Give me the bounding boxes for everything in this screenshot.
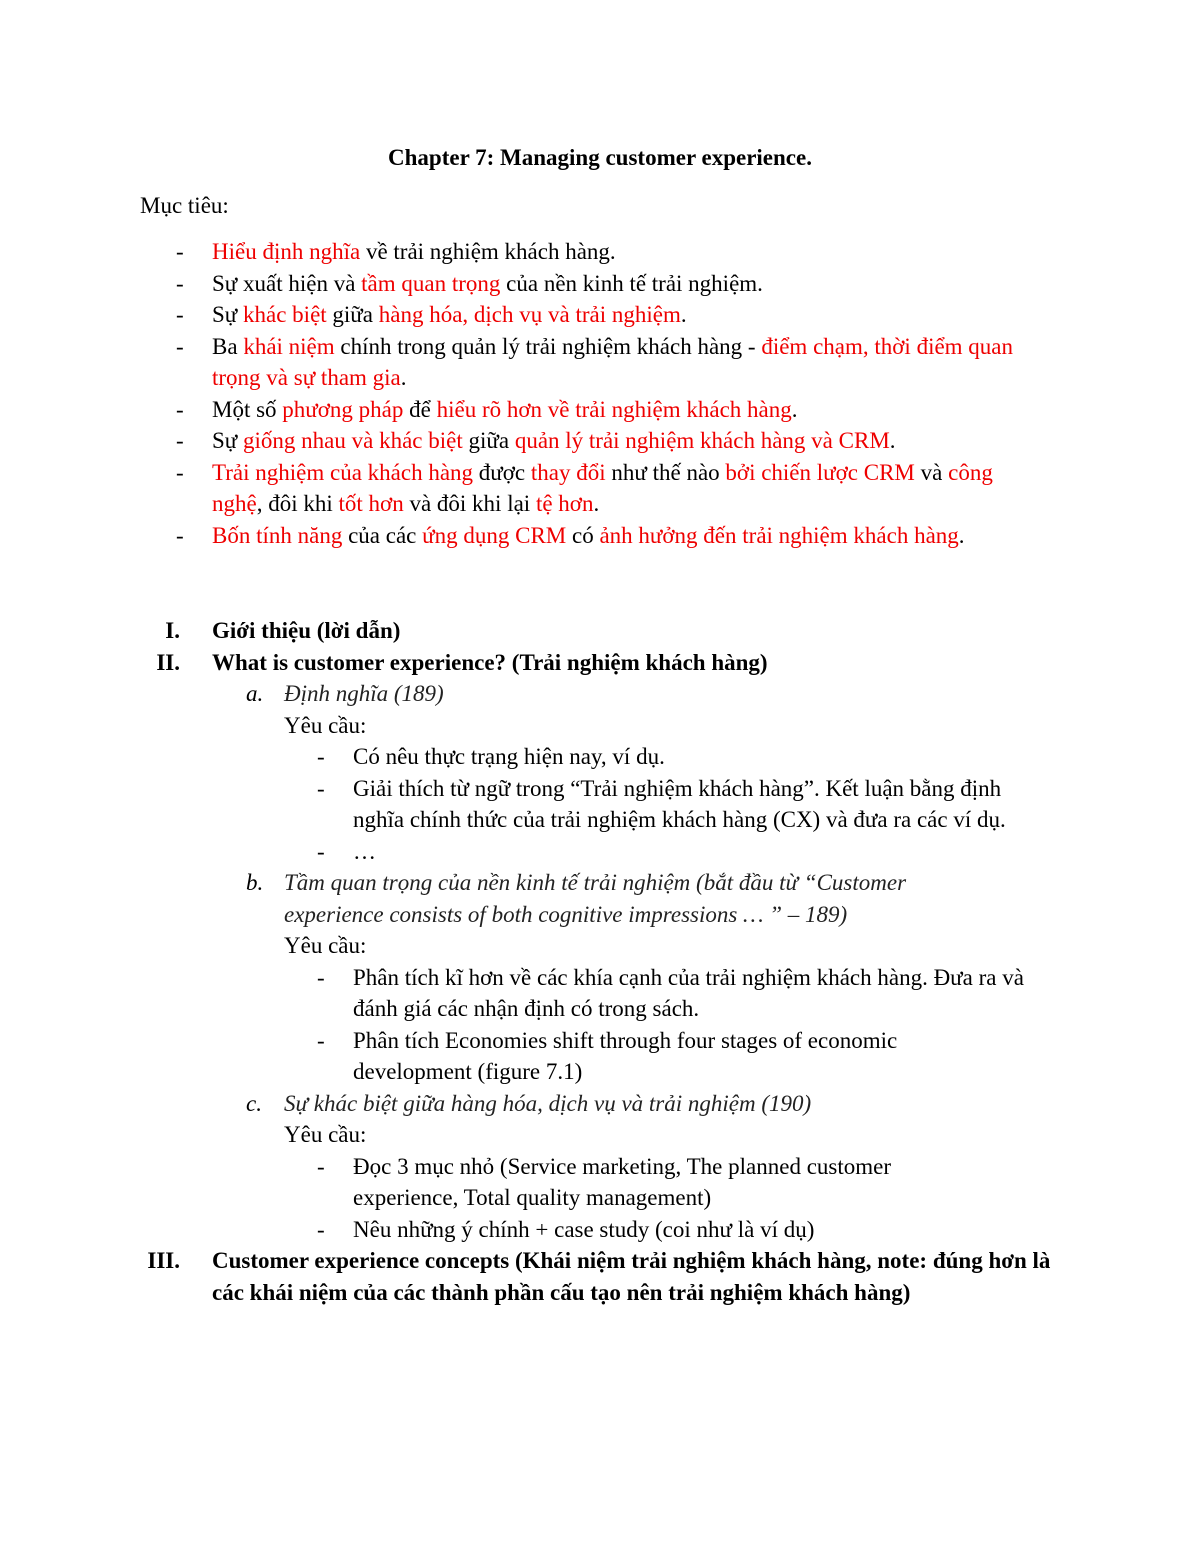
list-item-text: Giải thích từ ngữ trong “Trải nghiệm khách hàng”. Kết luận bằng định nghĩa chính thức của trải nghiệm khách hàng (CX) và đưa ra các ví dụ. [353,775,1006,832]
dash-bullet: - [317,1027,325,1053]
dash-bullet: - [317,744,325,769]
section-number: II. [156,649,180,675]
section-title: What is customer experience? (Trải nghiệm khách hàng) [212,649,768,675]
dash-bullet: - [317,1216,325,1242]
list-item-text: Ba [212,333,244,359]
list-item-text: của các [342,522,423,548]
section-heading [140,1245,1062,1308]
list-item-text: . [958,522,965,548]
dash-bullet: - [317,838,325,864]
highlighted-text: hàng hóa, dịch vụ và trải nghiệm [378,302,681,327]
list-item-text: . [889,428,896,453]
dash-bullet: - [176,396,184,422]
list-item-text: như thế nào [605,459,726,485]
subsection-title: Sự khác biệt giữa hàng hóa, dịch vụ và trải nghiệm (190) [284,1090,812,1116]
subsection-title: Định nghĩa (189) [284,681,444,706]
list-item [176,331,1057,394]
list-item [140,741,1070,773]
list-item-text: được [473,459,531,485]
objectives-heading: Mục tiêu: [140,193,229,218]
objectives-list [176,236,1076,551]
highlighted-text: bởi chiến lược CRM [725,459,915,485]
list-item [140,836,1070,868]
list-item-text: chính trong quản lý trải nghiệm khách hàng - [334,333,762,359]
subsection-heading [140,867,974,930]
list-item-text: Phân tích kĩ hơn về các khía cạnh của trải nghiệm khách hàng. Đưa ra và đánh giá các nhận định có trong sách. [353,964,1024,1021]
highlighted-text: khái niệm [243,333,335,359]
section-number: III. [147,1248,180,1273]
dash-bullet: - [176,459,184,485]
list-item [176,457,1032,520]
subsection-title: Tầm quan trọng của nền kinh tế trải nghiệm (bắt đầu từ “Customer experience consists of both cognitive impressions … ” – 189) [284,870,907,927]
section-title: Giới thiệu (lời dẫn) [212,618,401,643]
highlighted-text: tốt hơn [338,491,404,516]
requirement-label: Yêu cầu: [284,712,367,738]
highlighted-text: giống nhau và khác biệt [243,428,463,453]
highlighted-text: phương pháp [282,396,404,422]
list-item [176,394,1076,426]
list-item-text: … [353,838,376,864]
section-title: Customer experience concepts (Khái niệm trải nghiệm khách hàng, note: đúng hơn là các khái niệm của các thành phần cấu tạo nên trải nghiệm khách hàng) [212,1248,1051,1305]
list-item-text: Đọc 3 mục nhỏ (Service marketing, The planned customer experience, Total quality management) [353,1153,891,1210]
dash-bullet: - [176,270,184,296]
highlighted-text: tệ hơn [535,491,594,516]
requirement-label: Yêu cầu: [284,933,367,958]
list-item [176,268,1076,300]
list-item-text: . [680,302,687,327]
dash-bullet: - [176,428,184,453]
list-item-text: Sự xuất hiện và [212,270,362,296]
dash-bullet: - [317,964,325,990]
list-item [176,425,1076,457]
list-item-text: Sự [212,302,244,327]
list-item-text: và đôi khi lại [403,491,536,516]
list-item-text: . [791,396,798,422]
highlighted-text: thay đổi [530,459,606,485]
list-item [176,299,1076,331]
list-item-text: Một số [212,396,283,422]
highlighted-text: công nghệ [212,459,993,516]
section-heading [140,647,1070,679]
list-item-text: về trải nghiệm khách hàng. [360,239,616,264]
highlighted-text: Bốn tính năng [212,522,343,548]
highlighted-text: Hiểu định nghĩa [212,239,361,264]
list-item [140,773,1023,836]
subsection-letter: b. [246,870,264,895]
highlighted-text: khác biệt [243,302,327,327]
list-item [140,1151,963,1214]
dash-bullet: - [317,775,325,801]
list-item-text: để [403,396,437,422]
list-item-text: , đôi khi [256,491,339,516]
list-item-text: Có nêu thực trạng hiện nay, ví dụ. [353,744,665,769]
list-item-text: và [914,459,949,485]
list-item-text: Phân tích Economies shift through four stages of economic development (figure 7.1) [353,1027,898,1084]
list-item [140,962,1043,1025]
list-item-text: giữa [462,428,515,453]
subsection-heading [140,678,1070,710]
subsection-letter: a. [246,681,264,706]
dash-bullet: - [176,302,184,327]
list-item [140,1025,963,1088]
dash-bullet: - [176,239,184,264]
list-item-text: của nền kinh tế trải nghiệm. [500,270,763,296]
list-item [176,236,1076,268]
highlighted-text: tầm quan trọng [361,270,501,296]
highlighted-text: hiểu rõ hơn về trải nghiệm khách hàng [436,396,792,422]
highlighted-text: ứng dụng CRM [422,522,567,548]
list-item-text: Nêu những ý chính + case study (coi như là ví dụ) [353,1216,815,1242]
list-item-text: Sự [212,428,244,453]
dash-bullet: - [176,333,184,359]
list-item-text: giữa [326,302,379,327]
dash-bullet: - [176,522,184,548]
dash-bullet: - [317,1153,325,1179]
list-item-text: . [400,365,407,390]
highlighted-text: Trải nghiệm của khách hàng [212,459,474,485]
list-item-text: . [593,491,600,516]
requirement-label: Yêu cầu: [284,1122,367,1147]
subsection-heading [140,1088,1070,1120]
section-heading [140,615,1070,647]
section-number: I. [165,618,180,643]
highlighted-text: quản lý trải nghiệm khách hàng và CRM [514,428,890,453]
list-item [176,520,1076,552]
highlighted-text: ảnh hưởng đến trải nghiệm khách hàng [599,522,959,548]
list-item-text: có [566,522,600,548]
highlighted-text: điểm chạm, thời điểm quan trọng và sự tham gia [212,333,1014,390]
page-title: Chapter 7: Managing customer experience. [388,145,812,170]
outline [140,615,1070,1308]
subsection-letter: c. [246,1090,262,1116]
list-item [140,1214,1070,1246]
